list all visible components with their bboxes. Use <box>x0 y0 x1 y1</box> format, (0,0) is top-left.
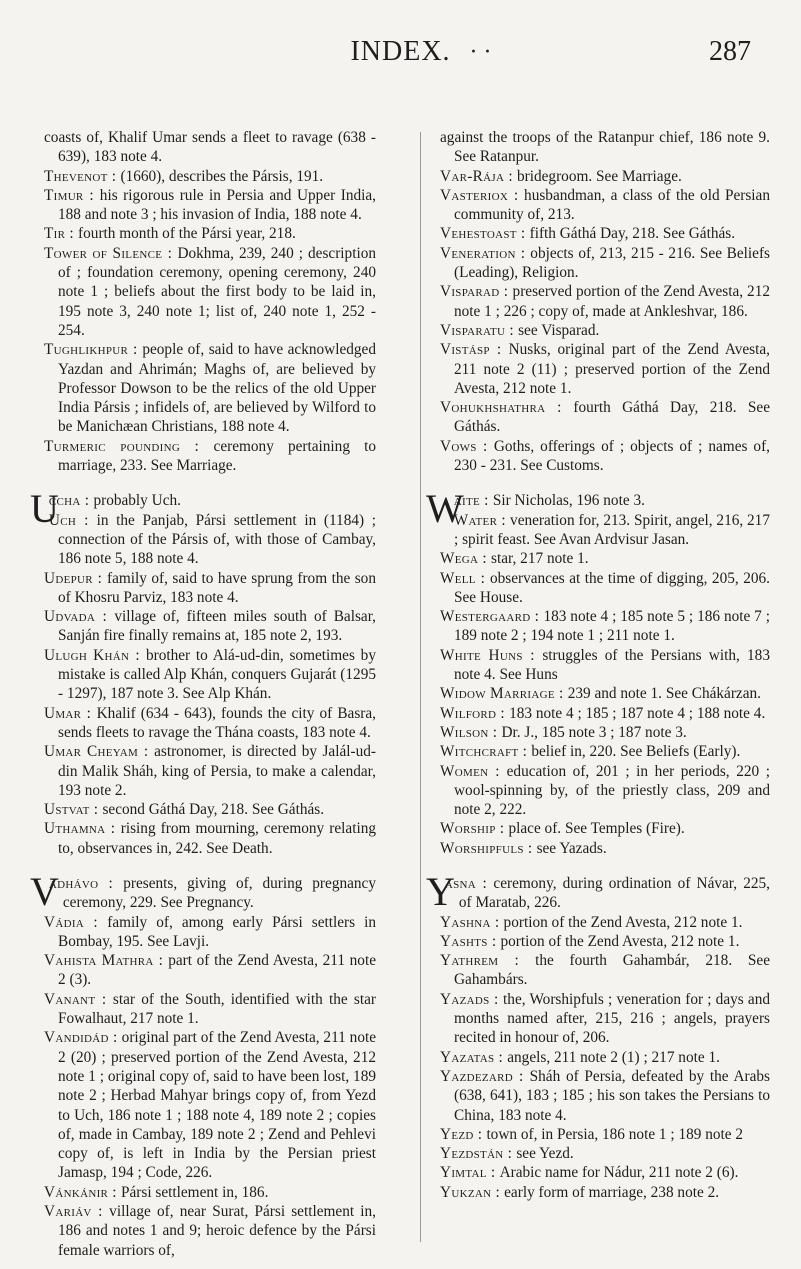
index-entry <box>440 1067 770 1125</box>
entry-headword: Vehestoast : <box>440 225 530 243</box>
header-ornament: · · <box>470 40 491 65</box>
entry-text: husbandman, a class of the old Persian community of, 213. <box>454 186 770 224</box>
index-entry <box>440 607 770 646</box>
index-entry <box>44 511 376 569</box>
entry-text: preserved portion of the Zend Avesta, 212 note 1 ; 226 ; copy of, made at Ankleshvar, 186. <box>454 283 770 320</box>
index-entry <box>44 167 376 186</box>
entry-text: see Visparad. <box>518 321 600 339</box>
entry-text: objects of, 213, 215 - 216. See Beliefs (Leading), Religion. <box>454 244 770 282</box>
index-entry <box>440 340 770 398</box>
entry-headword: Tughlikhpur : <box>44 341 143 359</box>
entry-headword: Umar : <box>44 704 97 722</box>
index-entry <box>44 990 376 1029</box>
entry-text: fourth month of the Pársi year, 218. <box>78 225 296 243</box>
entry-headword: Yashts : <box>440 932 501 950</box>
entry-text: veneration for, 213. Spirit, angel, 216, 217 ; spirit feast. See Avan Ardvisur Jasan. <box>454 511 770 548</box>
entry-headword: Vánkánir : <box>44 1183 121 1201</box>
entry-headword: Yazatas : <box>440 1048 508 1066</box>
index-entry <box>440 549 770 568</box>
index-entry <box>440 282 770 321</box>
index-entry <box>44 819 376 858</box>
entry-text: part of the Zend Avesta, 211 note 2 (3). <box>58 952 376 989</box>
entry-text: struggles of the Persians with, 183 note 4. See Huns <box>454 646 770 684</box>
entry-text: portion of the Zend Avesta, 212 note 1. <box>503 913 743 931</box>
index-entry <box>44 340 376 436</box>
entry-text: star, 217 note 1. <box>491 550 589 568</box>
index-entry <box>44 704 376 743</box>
entry-headword: Yukzan : <box>440 1183 505 1201</box>
index-entry <box>44 1183 376 1202</box>
entry-headword: Wilson : <box>440 723 502 741</box>
index-entry <box>440 951 770 990</box>
entry-text: the, Worshipfuls ; veneration for ; days and months named after, 215, 216 ; angels, prayers recited in honour of, 206. <box>454 990 770 1047</box>
index-column-left <box>30 128 377 1260</box>
entry-headword: Wega : <box>440 550 492 568</box>
entry-text: against the troops of the Ratanpur chief, 186 note 9. See Ratanpur. <box>440 129 770 166</box>
entry-text: Pársi settlement in, 186. <box>120 1183 269 1201</box>
entry-headword: Vohukhshathra : <box>440 399 574 417</box>
entry-text: belief in, 220. See Beliefs (Early). <box>531 743 741 761</box>
entry-text: 183 note 4 ; 185 note 5 ; 186 note 7 ; 189 note 2 ; 194 note 1 ; 211 note 1. <box>454 608 770 645</box>
index-entry <box>440 932 770 951</box>
entry-headword: Wilford : <box>440 704 510 722</box>
index-entry <box>44 800 376 819</box>
index-entry <box>440 646 770 685</box>
entry-headword: Visparad : <box>440 283 513 301</box>
entry-text: 183 note 4 ; 185 ; 187 note 4 ; 188 note 4. <box>509 704 766 722</box>
entry-headword: Thevenot : <box>44 167 121 185</box>
index-entry <box>440 1144 770 1163</box>
section-gap <box>44 475 376 491</box>
index-entry <box>44 437 376 476</box>
index-entry <box>440 398 770 437</box>
section-initial: V <box>30 868 59 914</box>
entry-text: (1660), describes the Pársis, 191. <box>120 167 324 185</box>
entry-headword: Vows : <box>440 437 494 455</box>
index-entry <box>30 868 376 914</box>
entry-text: people of, said to have acknowledged Yazdan and Ahrimán; Maghs of, are believed by Professor Dowson to be the relics of the old Upper India Pársis ; infidels of, are believed by Wilford to be Manichæan Christians, 188 note 4. <box>58 341 376 436</box>
index-entry <box>440 569 770 608</box>
entry-text: early form of marriage, 238 note 2. <box>504 1183 720 1201</box>
entry-text: village of, fifteen miles south of Balsar, Sanján fire finally remains at, 185 note 2, 193. <box>58 608 377 645</box>
entry-headword: Yazdezard : <box>440 1067 530 1085</box>
entry-text: fifth Gáthá Day, 218. See Gáthás. <box>529 225 736 243</box>
entry-headword: Udvada : <box>44 608 115 626</box>
index-entry <box>440 913 770 932</box>
index-entry <box>44 244 376 340</box>
entry-text: second Gáthá Day, 218. See Gáthás. <box>102 801 325 819</box>
entry-headword: Vasteriox : <box>440 186 525 204</box>
entry-text: portion of the Zend Avesta, 212 note 1. <box>500 932 740 950</box>
index-entry <box>44 186 376 225</box>
section-initial: Y <box>426 868 455 914</box>
index-entry <box>44 569 376 608</box>
entry-text: Goths, offerings of ; objects of ; names of, 230 - 231. See Customs. <box>454 437 770 475</box>
entry-headword: Water : <box>453 511 511 529</box>
entry-headword: Tower of Silence : <box>44 244 178 262</box>
entry-headword: Yezdstán : <box>440 1145 517 1163</box>
page-number: 287 <box>709 36 751 67</box>
entry-headword: adhávo : <box>48 874 124 892</box>
entry-headword: Uch : <box>48 511 97 529</box>
index-entry <box>44 913 376 952</box>
entry-headword: Ustvat : <box>44 801 103 819</box>
section-initial: U <box>30 486 59 532</box>
entry-headword: ccha : <box>48 492 94 510</box>
index-entry <box>440 128 770 167</box>
entry-text: bridegroom. See Marriage. <box>517 167 682 185</box>
page-header <box>0 36 801 76</box>
entry-headword: Veneration : <box>440 244 531 262</box>
index-entry <box>440 839 770 858</box>
entry-headword: Tir : <box>44 225 79 243</box>
index-entry <box>440 186 770 225</box>
entry-text: Sir Nicholas, 196 note 3. <box>492 492 645 510</box>
index-entry <box>44 742 376 800</box>
entry-text: brother to Alá-ud-din, sometimes by mistake is called Alp Khán, conquers Gujarát (1295 - 1297), 187 note 3. See Alp Khán. <box>58 646 376 703</box>
entry-headword: Yezd : <box>440 1125 487 1143</box>
entry-text: village of, near Surat, Pársi settlement in, 186 and notes 1 and 9; heroic defence by the Pársi female warriors of, <box>58 1203 376 1259</box>
index-entry <box>44 224 376 243</box>
index-entry <box>440 321 770 340</box>
entry-text: fourth Gáthá Day, 218. See Gáthás. <box>454 399 770 436</box>
entry-headword: Vádia : <box>44 913 108 931</box>
entry-headword: Variáv : <box>44 1203 110 1221</box>
index-entry <box>440 437 770 476</box>
index-entry <box>440 723 770 742</box>
index-entry <box>44 951 376 990</box>
entry-text: rising from mourning, ceremony relating to, observances in, 242. See Death. <box>58 820 376 857</box>
entry-text: Khalif (634 - 643), founds the city of Basra, sends fleets to ravage the Thána coasts, 183 note 4. <box>58 704 376 741</box>
index-entry <box>440 819 770 838</box>
index-column-right <box>426 128 771 1202</box>
entry-text: astronomer, is directed by Jalál-ud-din Malik Sháh, king of Persia, to make a calendar, 193 note 2. <box>58 743 376 799</box>
entry-headword: White Huns : <box>440 646 543 664</box>
entry-headword: Witchcraft : <box>440 743 532 761</box>
index-entry <box>440 511 770 550</box>
entry-headword: Timur : <box>44 186 100 204</box>
entry-text: probably Uch. <box>93 492 181 510</box>
index-entry <box>440 1125 770 1144</box>
index-entry <box>44 646 376 704</box>
entry-text: see Yazads. <box>536 839 607 857</box>
column-divider <box>420 132 421 1242</box>
entry-text: the fourth Gahambár, 218. See Gahambárs. <box>454 952 771 989</box>
entry-headword: Ulugh Khán : <box>44 646 146 664</box>
entry-headword: Udepur : <box>44 569 107 587</box>
section-gap <box>440 475 770 491</box>
section-gap <box>440 858 770 874</box>
page-title: INDEX. <box>350 36 451 67</box>
entry-headword: Yimtal : <box>440 1164 500 1182</box>
entry-headword: Women : <box>440 762 507 780</box>
entry-headword: Vanant : <box>44 990 113 1008</box>
index-entry <box>440 684 770 703</box>
entry-text: Sháh of Persia, defeated by the Arabs (638, 641), 183 ; 185 ; his son takes the Persians to China, 183 note 4. <box>454 1067 770 1124</box>
entry-headword: Umar Cheyam : <box>44 743 155 761</box>
entry-text: family of, said to have sprung from the son of Khosru Parviz, 183 note 4. <box>58 569 376 606</box>
entry-text: Dr. J., 185 note 3 ; 187 note 3. <box>501 723 687 741</box>
entry-text: town of, in Persia, 186 note 1 ; 189 note 2 <box>486 1125 744 1143</box>
entry-headword: asna : <box>444 874 494 892</box>
entry-headword: Uthamna : <box>44 820 121 838</box>
index-entry <box>440 762 770 820</box>
index-entry <box>440 990 770 1048</box>
index-entry <box>440 224 770 243</box>
entry-text: in the Panjab, Pársi settlement in (1184) ; connection of the Pársis of, with those of Cambay, 186 note 5, 188 note 4. <box>58 511 377 568</box>
entry-text: presents, giving of, during pregnancy ceremony, 229. See Pregnancy. <box>62 874 376 912</box>
index-entry <box>30 486 376 532</box>
index-entry <box>440 1163 770 1182</box>
entry-headword: Turmeric pounding : <box>44 437 214 455</box>
entry-text: his rigorous rule in Persia and Upper India, 188 and note 3 ; his invasion of India, 188 note 4. <box>58 186 376 224</box>
entry-headword: Westergaard : <box>440 608 544 626</box>
entry-headword: Yazads : <box>440 990 504 1008</box>
index-entry <box>440 244 770 283</box>
entry-text: family of, among early Pársi settlers in Bombay, 195. See Lavji. <box>58 913 376 950</box>
section-initial: W <box>426 486 464 532</box>
section-gap <box>44 858 376 874</box>
entry-text: ceremony pertaining to marriage, 233. See Marriage. <box>58 437 376 475</box>
entry-headword: Worshipfuls : <box>440 839 537 857</box>
index-entry <box>44 607 376 646</box>
entry-headword: Var-Rája : <box>440 167 517 185</box>
index-entry <box>426 868 770 914</box>
index-entry <box>440 742 770 761</box>
entry-headword: Vandidád : <box>44 1029 122 1047</box>
entry-text: coasts of, Khalif Umar sends a fleet to ravage (638 - 639), 183 note 4. <box>44 129 376 166</box>
entry-text: education of, 201 ; in her periods, 220 ; wool-spinning by, of the priestly class, 209 and note 2, 222. <box>454 762 770 819</box>
entry-text: angels, 211 note 2 (1) ; 217 note 1. <box>507 1048 720 1066</box>
index-entry <box>44 1202 376 1260</box>
entry-text: Nusks, original part of the Zend Avesta, 211 note 2 (11) ; preserved portion of the Zend Avesta, 212 note 1. <box>454 341 770 397</box>
entry-headword: Visparatu : <box>440 321 519 339</box>
index-entry <box>440 1183 770 1202</box>
index-entry <box>440 1048 770 1067</box>
entry-text: observances at the time of digging, 205, 206. See House. <box>454 569 770 606</box>
index-entry <box>44 1028 376 1182</box>
entry-text: place of. See Temples (Fire). <box>508 820 685 838</box>
index-entry <box>440 167 770 186</box>
entry-headword: aite : <box>453 492 493 510</box>
entry-text: 239 and note 1. See Chákárzan. <box>567 685 761 703</box>
entry-headword: Yathrem : <box>440 952 536 970</box>
entry-headword: Worship : <box>440 820 509 838</box>
entry-text: original part of the Zend Avesta, 211 note 2 (20) ; preserved portion of the Zend Avesta, 212 note 1 ; original copy of, said to have been lost, 189 note 2 ; Herbad Mahyar brings copy of, from Yezd to Uch, 186 note 1 ; 188 note 4, 189 note 2 ; copies of, made in Cambay, 189 note 2 ; Zend and Pehlevi copy of, is left in India by the Persian priest Jamasp, 194 ; Code, 226. <box>58 1029 377 1182</box>
entry-text: see Yezd. <box>516 1145 574 1163</box>
entry-headword: Vistásp : <box>440 341 509 359</box>
entry-text: star of the South, identified with the star Fowalhaut, 217 note 1. <box>58 990 377 1028</box>
entry-text: ceremony, during ordination of Návar, 225, of Maratab, 226. <box>458 874 770 912</box>
entry-headword: Yashna : <box>440 913 504 931</box>
entry-headword: Widow Marriage : <box>440 685 568 703</box>
entry-text: Dokhma, 239, 240 ; description of ; foundation ceremony, opening ceremony, 240 note 1 ; beliefs about the first body to be laid in, 195 note 3, 240 note 1; list of, 240 note 1, 252 - 254. <box>58 244 376 339</box>
entry-headword: Well : <box>440 569 490 587</box>
entry-text: Arabic name for Nádur, 211 note 2 (6). <box>499 1164 739 1182</box>
entry-headword: Vahista Mathra : <box>44 952 169 970</box>
index-entry <box>44 128 376 167</box>
index-entry <box>440 704 770 723</box>
